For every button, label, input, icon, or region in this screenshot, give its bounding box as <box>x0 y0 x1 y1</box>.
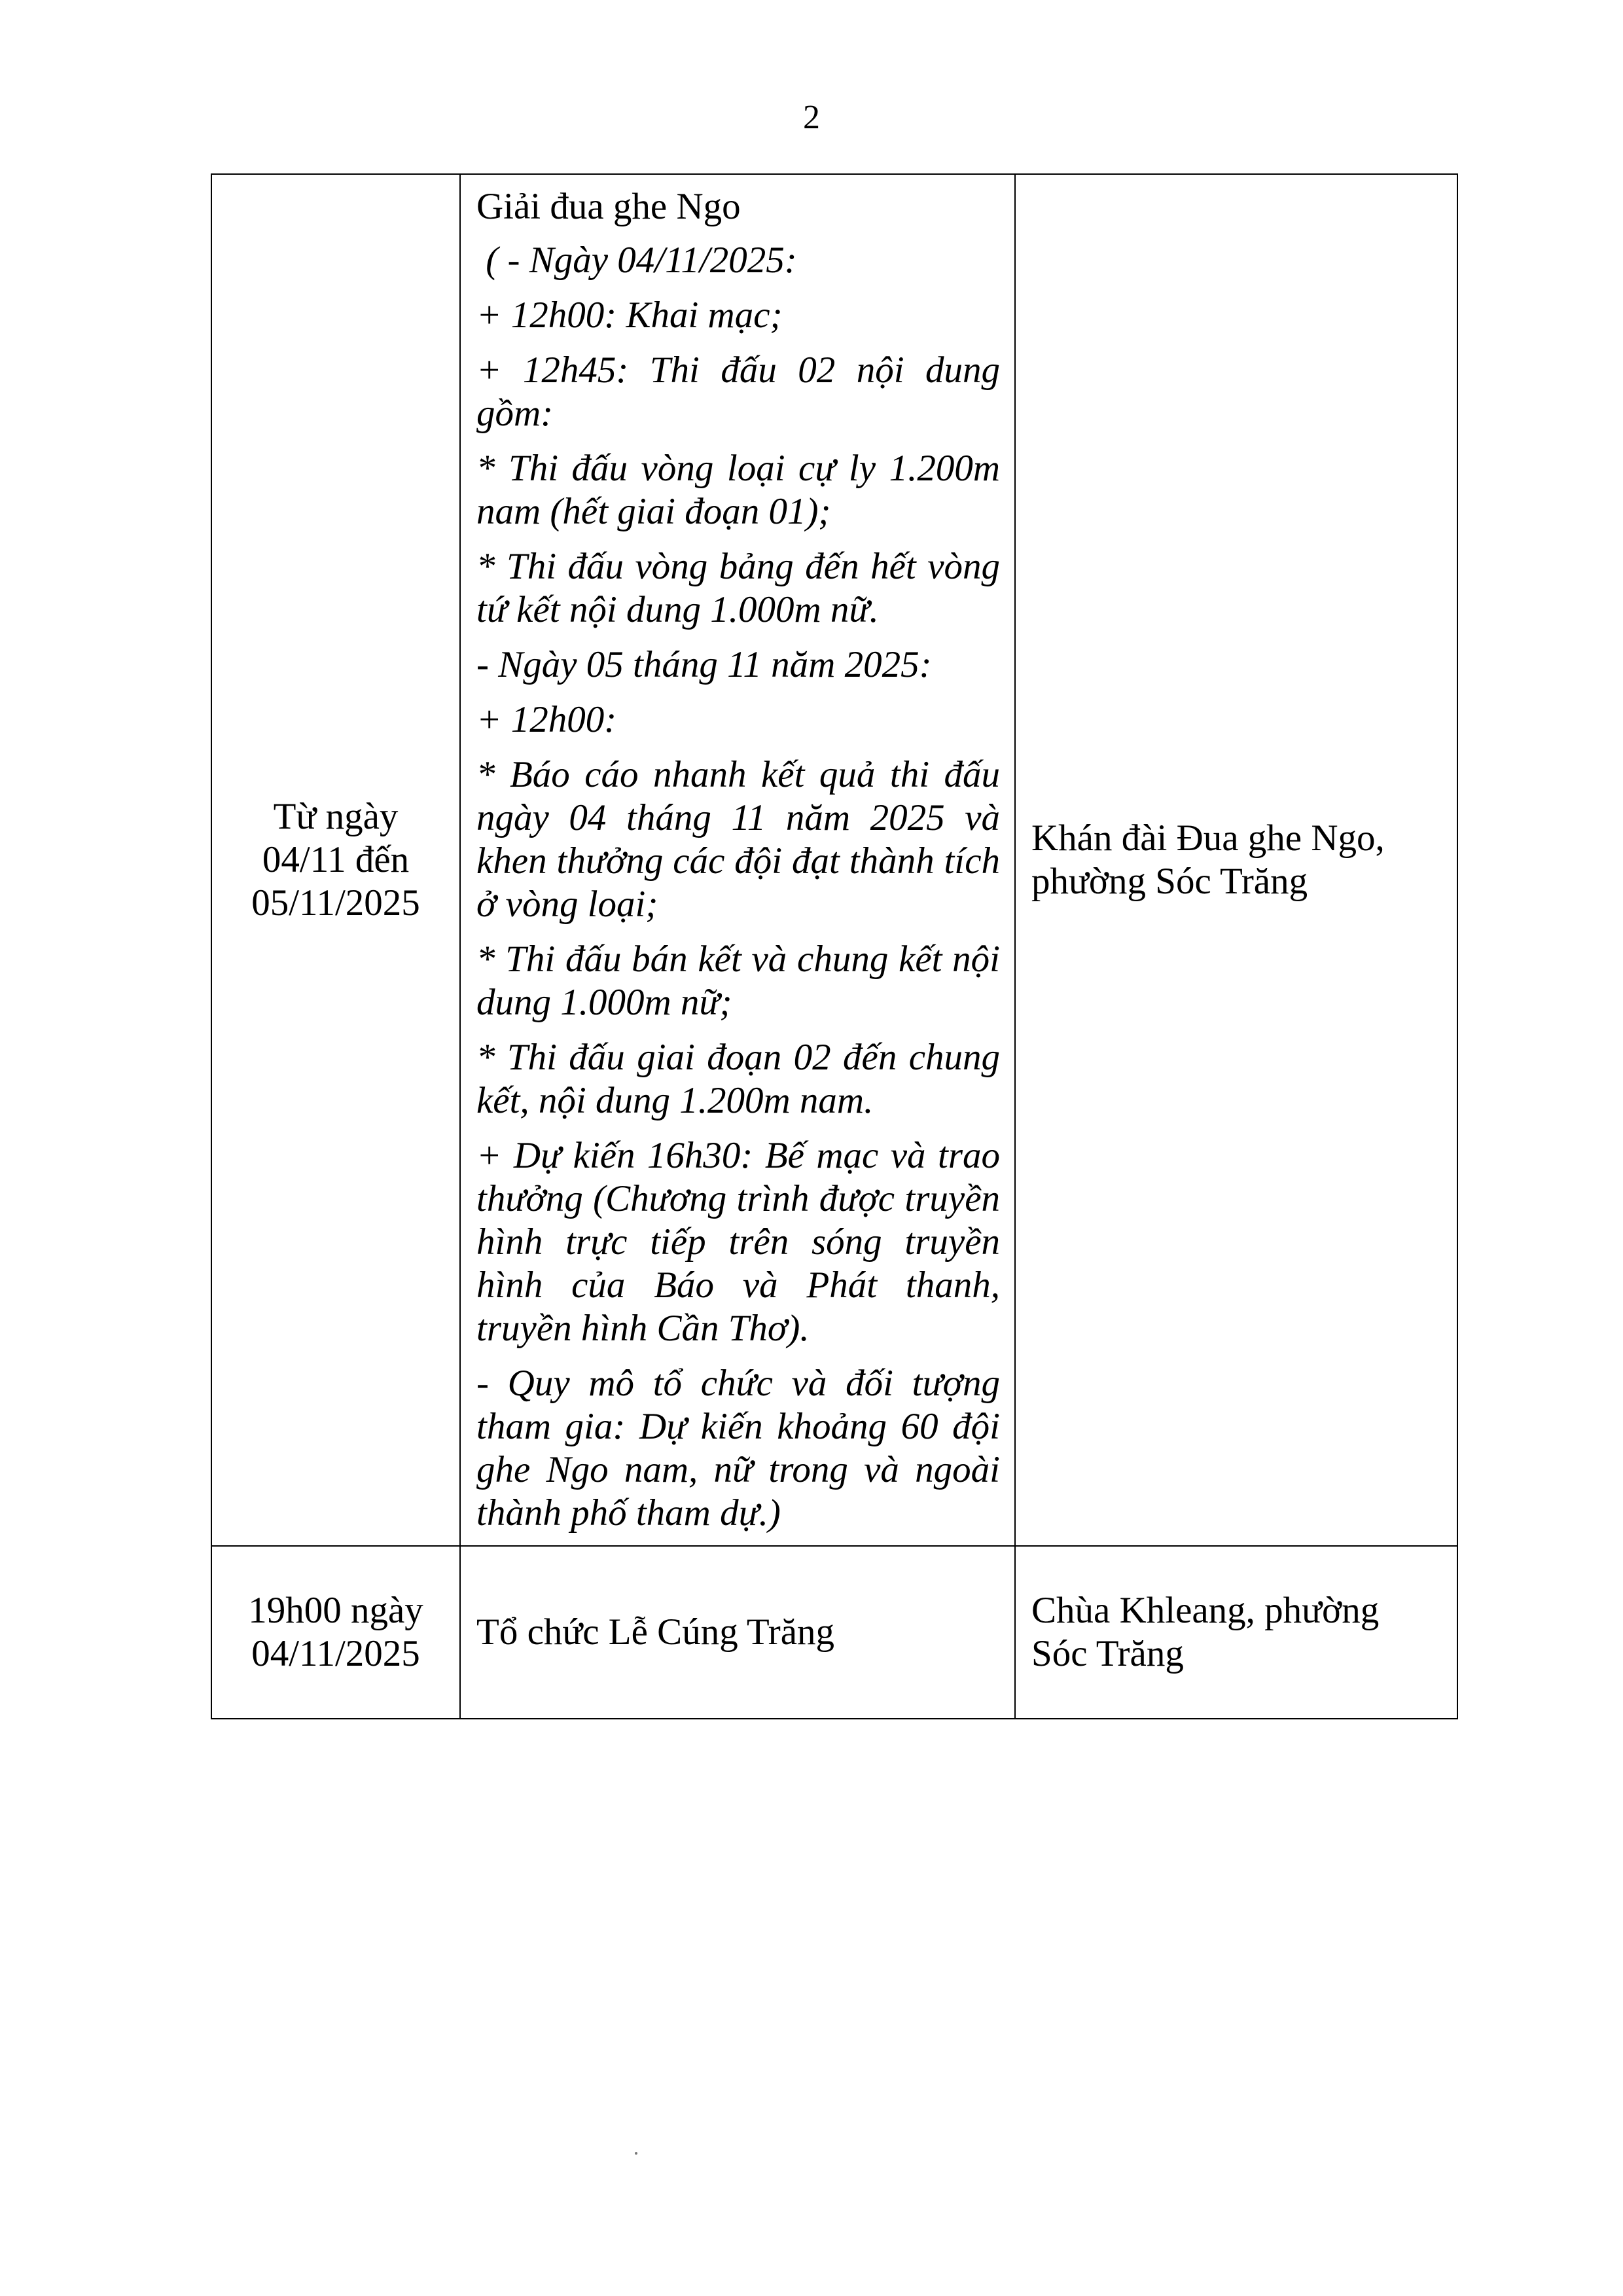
activity-detail: * Thi đấu vòng loại cự ly 1.200m nam (hết giai đoạn 01); <box>476 448 1000 532</box>
table-row <box>211 1546 1457 1719</box>
time-line: 19h00 ngày <box>248 1590 423 1631</box>
activity-cell <box>460 1546 1015 1719</box>
activity-detail: * Báo cáo nhanh kết quả thi đấu ngày 04 tháng 11 năm 2025 và khen thưởng các đội đạt thành tích ở vòng loại; <box>476 754 1000 925</box>
activity-title: Tổ chức Lễ Cúng Trăng <box>476 1611 835 1653</box>
page-number: 2 <box>803 99 820 136</box>
place-line: Khán đài Đua ghe Ngo, <box>1031 817 1385 859</box>
time-line: 04/11 đến <box>262 839 410 880</box>
activity-detail: * Thi đấu bán kết và chung kết nội dung 1.000m nữ; <box>476 939 1000 1023</box>
scan-dot <box>635 2152 637 2155</box>
time-cell <box>211 1546 460 1719</box>
activity-title: Giải đua ghe Ngo <box>476 186 741 227</box>
time-line: 04/11/2025 <box>251 1633 420 1674</box>
place-line: Sóc Trăng <box>1031 1633 1184 1674</box>
place-cell <box>1015 1546 1457 1719</box>
schedule-table <box>211 173 1458 1719</box>
activity-detail: + 12h00: <box>476 699 617 740</box>
activity-detail: ( - Ngày 04/11/2025: <box>476 240 797 281</box>
time-line: 05/11/2025 <box>251 882 420 924</box>
activity-cell <box>460 174 1015 1546</box>
activity-detail: + Dự kiến 16h30: Bế mạc và trao thưởng (Chương trình được truyền hình trực tiếp trên sóng truyền hình của Báo và Phát thanh, truyền hình Cần Thơ). <box>476 1135 1000 1349</box>
place-line: phường Sóc Trăng <box>1031 861 1308 902</box>
activity-detail: + 12h45: Thi đấu 02 nội dung gồm: <box>476 350 1000 434</box>
activity-detail: * Thi đấu vòng bảng đến hết vòng tứ kết nội dung 1.000m nữ. <box>476 546 1000 630</box>
table-row <box>211 174 1457 1546</box>
activity-detail: - Ngày 05 tháng 11 năm 2025: <box>476 644 932 685</box>
activity-detail: - Quy mô tổ chức và đối tượng tham gia: Dự kiến khoảng 60 đội ghe Ngo nam, nữ trong và ngoài thành phố tham dự.) <box>476 1363 1000 1534</box>
time-cell <box>211 174 460 1546</box>
place-line: Chùa Khleang, phường <box>1031 1590 1380 1631</box>
activity-detail: * Thi đấu giai đoạn 02 đến chung kết, nội dung 1.200m nam. <box>476 1037 1000 1121</box>
place-cell <box>1015 174 1457 1546</box>
time-line: Từ ngày <box>273 796 399 837</box>
activity-detail: + 12h00: Khai mạc; <box>476 295 783 336</box>
